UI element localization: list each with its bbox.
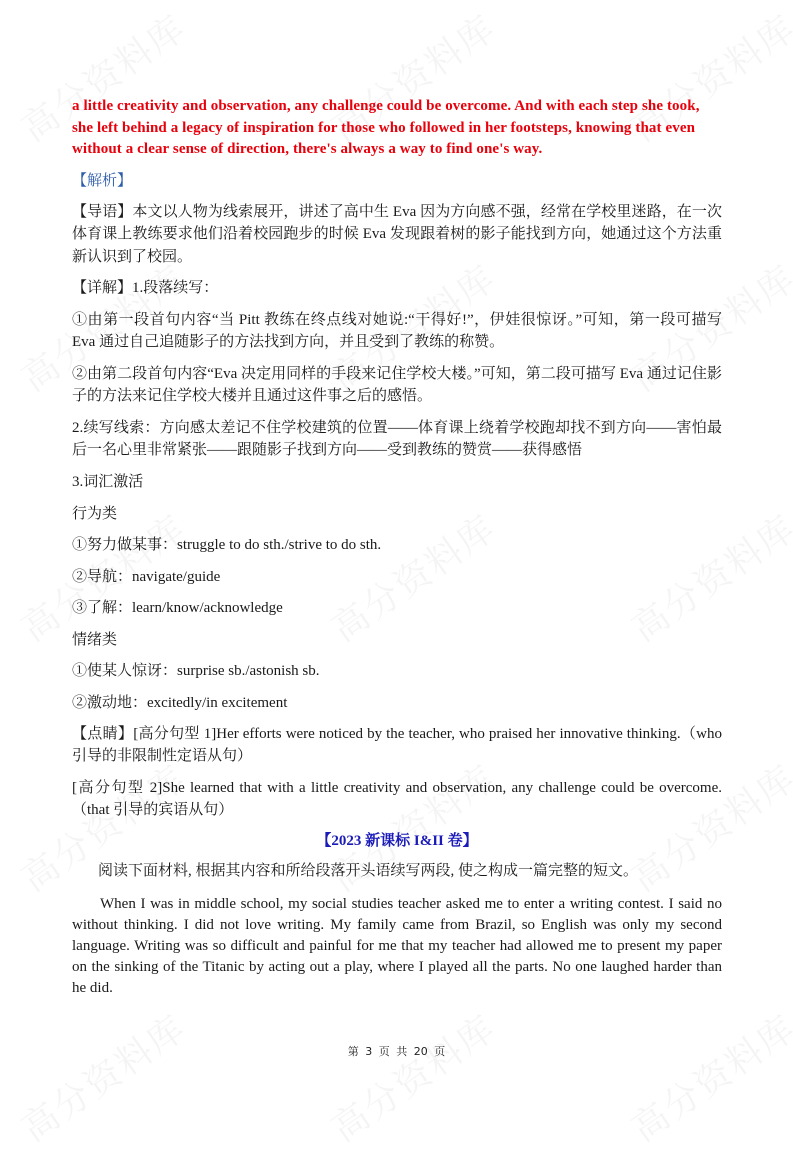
analysis-label: 【解析】 xyxy=(72,172,133,189)
clue-line: 2.续写线索：方向感太差记不住学校建筑的位置——体育课上绕着学校跑却找不到方向——害怕最后一名心里非常紧张——跟随影子找到方向——受到教练的赞赏——获得感悟 xyxy=(72,419,722,458)
vocab-category-emotion: 情绪类 xyxy=(72,631,118,648)
page-footer xyxy=(0,1043,793,1059)
answer-continuation: a little creativity and observation, any challenge could be overcome. And with each step she took, she left behind a legacy of inspiration for those who followed in her footsteps, knowing that even without a clear sense of direction, there's always a way to find one's way. xyxy=(72,98,700,157)
vocab-heading: 3.词汇激活 xyxy=(72,474,144,490)
watermark xyxy=(620,1001,793,1152)
page-number: 第 3 页 共 20 页 xyxy=(347,1045,446,1058)
vocab-item: ②激动地：excitedly/in excitement xyxy=(72,694,288,711)
watermark xyxy=(320,1001,505,1152)
detail-point-2: ②由第二段首句内容“Eva 决定用同样的手段来记住学校大楼。”可知，第二段可描写 Eva 通过记住影子的方法来记住学校大楼并且通过这件事之后的感悟。 xyxy=(72,365,722,404)
document-page xyxy=(72,96,722,999)
section-title: 【2023 新课标 I&II 卷】 xyxy=(316,832,478,849)
vocab-item: ③了解：learn/know/acknowledge xyxy=(72,600,283,616)
vocab-item: ①使某人惊讶：surprise sb./astonish sb. xyxy=(72,663,320,679)
watermark xyxy=(10,1001,195,1152)
detail-point-1: ①由第一段首句内容“当 Pitt 教练在终点线对她说:“干得好!”，伊娃很惊讶。”可知，第一段可描写 Eva 通过自己追随影子的方法找到方向，并且受到了教练的称赞。 xyxy=(72,311,722,350)
highlight-sentence-2: [高分句型 2]She learned that with a little creativity and observation, any challenge could be overcome.（that 引导的宾语从句） xyxy=(72,779,722,818)
detail-heading: 【详解】1.段落续写： xyxy=(72,280,219,296)
intro-paragraph: 【导语】本文以人物为线索展开，讲述了高中生 Eva 因为方向感不强，经常在学校里迷路，在一次体育课上教练要求他们沿着校园跑步的时候 Eva 发现跟着树的影子能找到方向，她通过这个方法重新认识到了校园。 xyxy=(72,203,722,265)
highlight-sentence-1: 【点睛】[高分句型 1]Her efforts were noticed by the teacher, who praised her innovative thinking.（who 引导的非限制性定语从句） xyxy=(72,725,722,764)
vocab-category-behavior: 行为类 xyxy=(72,505,118,522)
instruction-text: 阅读下面材料, 根据其内容和所给段落开头语续写两段, 使之构成一篇完整的短文。 xyxy=(98,862,639,879)
vocab-item: ①努力做某事：struggle to do sth./strive to do sth. xyxy=(72,537,382,553)
vocab-item: ②导航：navigate/guide xyxy=(72,568,221,585)
reading-passage: When I was in middle school, my social studies teacher asked me to enter a writing contest. I said no without thinking. I did not love writing. My family came from Brazil, so English was only my second language. Writing was so difficult and painful for me that my teacher had allowed me to present my paper on the sinking of the Titanic by acting out a play, where I played all the parts. No one laughed harder than he did. xyxy=(72,895,722,996)
